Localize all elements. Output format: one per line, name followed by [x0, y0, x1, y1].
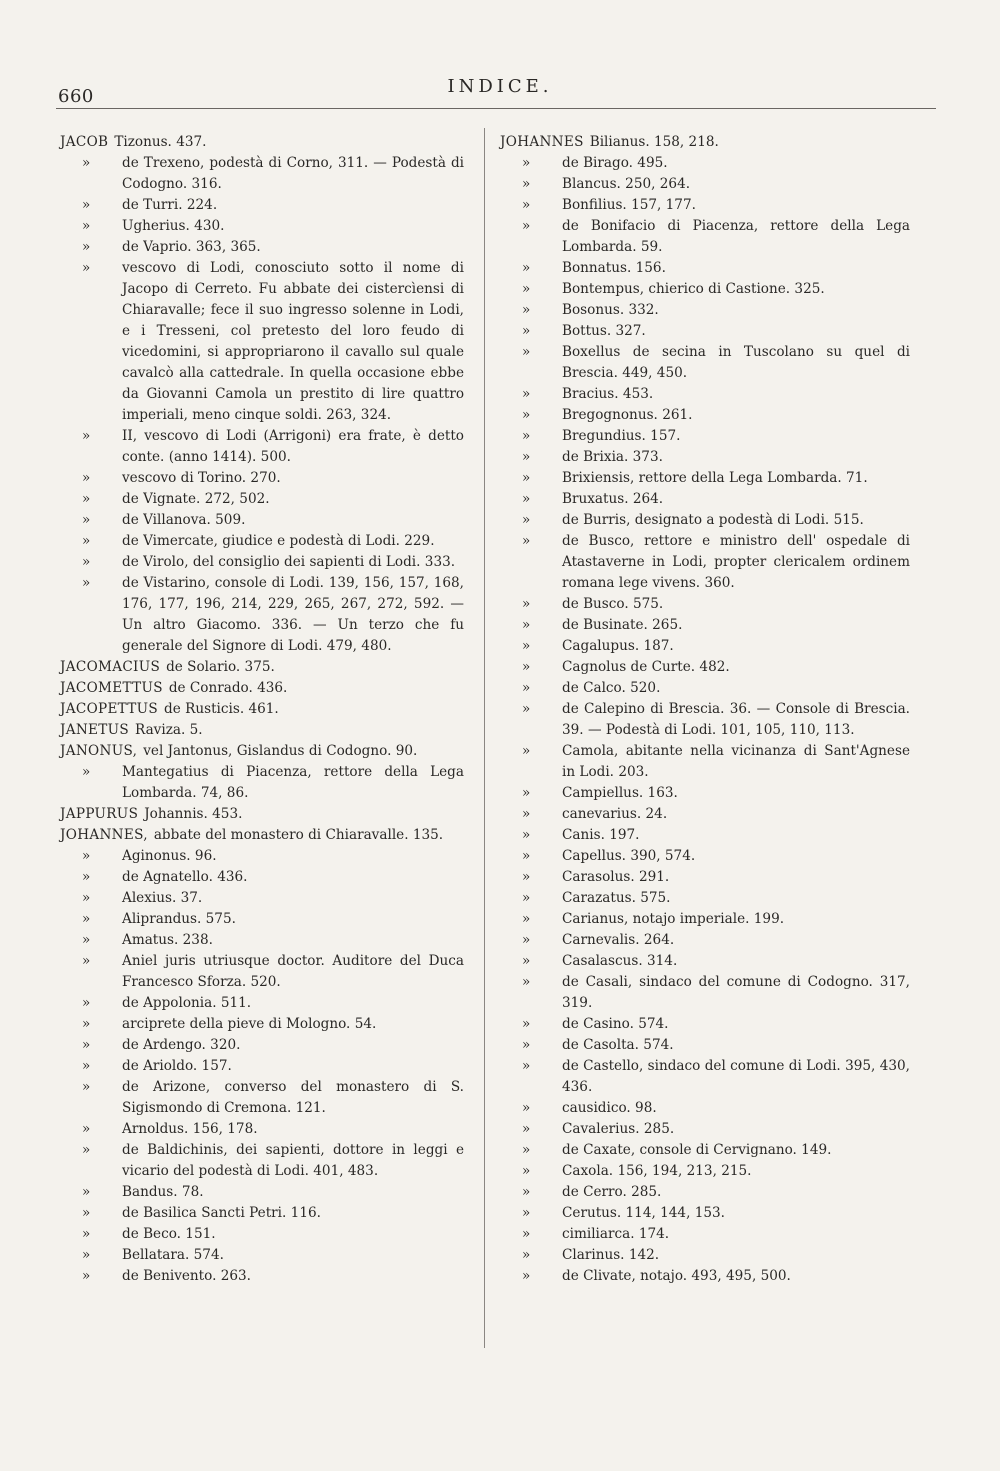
- ditto-mark: »: [522, 260, 531, 276]
- index-entry: [500, 1014, 910, 1035]
- entry-text: de Agnatello. 436.: [122, 869, 248, 885]
- index-entry: [60, 510, 464, 531]
- entry-text: de Castello, sindaco del comune di Lodi. 395, 430, 436.: [562, 1058, 910, 1095]
- index-entry: [500, 1203, 910, 1224]
- ditto-mark: »: [522, 680, 531, 696]
- ditto-mark: »: [522, 827, 531, 843]
- ditto-mark: »: [522, 743, 531, 759]
- ditto-mark: »: [82, 575, 91, 591]
- entry-name: JAPPURUS: [60, 806, 139, 822]
- index-entry: [60, 888, 464, 909]
- ditto-mark: »: [82, 764, 91, 780]
- header-rule: [56, 108, 936, 109]
- ditto-mark: »: [82, 533, 91, 549]
- entry-text: Alexius. 37.: [122, 890, 203, 906]
- ditto-mark: »: [522, 869, 531, 885]
- entry-text: Cerutus. 114, 144, 153.: [562, 1205, 725, 1221]
- entry-text: de Busco, rettore e ministro dell' ospedale di Atastaverne in Lodi, propter clericalem ordinem romana lege vivens. 360.: [562, 533, 910, 591]
- index-entry: [60, 930, 464, 951]
- ditto-mark: »: [522, 302, 531, 318]
- entry-text: Canis. 197.: [562, 827, 640, 843]
- entry-name: JACOMETTUS: [60, 680, 163, 696]
- ditto-mark: »: [82, 1121, 91, 1137]
- entry-text: de Rusticis. 461.: [164, 701, 279, 717]
- index-entry: [500, 153, 910, 174]
- entry-text: Bottus. 327.: [562, 323, 646, 339]
- entry-text: Carasolus. 291.: [562, 869, 670, 885]
- index-entry: [60, 951, 464, 993]
- ditto-mark: »: [82, 491, 91, 507]
- entry-text: Bruxatus. 264.: [562, 491, 664, 507]
- index-entry: [500, 468, 910, 489]
- ditto-mark: »: [522, 1163, 531, 1179]
- entry-text: Caxola. 156, 194, 213, 215.: [562, 1163, 752, 1179]
- entry-text: de Benivento. 263.: [122, 1268, 252, 1284]
- entry-text: Aliprandus. 575.: [122, 911, 236, 927]
- ditto-mark: »: [522, 1205, 531, 1221]
- entry-text: de Casolta. 574.: [562, 1037, 674, 1053]
- entry-text: Arnoldus. 156, 178.: [122, 1121, 258, 1137]
- index-entry: [500, 405, 910, 426]
- index-entry: [60, 153, 464, 195]
- ditto-mark: »: [522, 155, 531, 171]
- ditto-mark: »: [522, 932, 531, 948]
- ditto-mark: »: [522, 386, 531, 402]
- entry-text: Boxellus de secina in Tuscolano su quel di Brescia. 449, 450.: [562, 344, 910, 381]
- index-entry: [500, 804, 910, 825]
- ditto-mark: »: [522, 911, 531, 927]
- ditto-mark: »: [82, 995, 91, 1011]
- ditto-mark: »: [522, 638, 531, 654]
- entry-text: de Burris, designato a podestà di Lodi. 515.: [562, 512, 864, 528]
- index-entry: [500, 741, 910, 783]
- entry-text: II, vescovo di Lodi (Arrigoni) era frate, è detto conte. (anno 1414). 500.: [122, 428, 464, 465]
- ditto-mark: »: [522, 512, 531, 528]
- index-entry: [500, 300, 910, 321]
- index-entry: [500, 216, 910, 258]
- entry-text: vel Jantonus, Gislandus di Codogno. 90.: [143, 743, 418, 759]
- ditto-mark: »: [82, 1247, 91, 1263]
- ditto-mark: »: [82, 1205, 91, 1221]
- ditto-mark: »: [522, 974, 531, 990]
- entry-text: vescovo di Lodi, conosciuto sotto il nome di Jacopo di Cerreto. Fu abbate dei cistercìensi di Chiaravalle; fece il suo ingresso solenne in Lodi, e i Tresseni, col pretesto del loro feudo di vicedomini, si appropriarono il cavallo sul quale cavalcò alla cattedrale. In quella occasione ebbe da Giovanni Camola un prestito di lire quattro imperiali, meno cinque soldi. 263, 324.: [122, 260, 464, 423]
- index-entry: [60, 552, 464, 573]
- index-column-right: [500, 132, 910, 1287]
- index-entry: [500, 1224, 910, 1245]
- index-entry: [60, 909, 464, 930]
- entry-text: Tizonus. 437.: [114, 134, 207, 150]
- entry-text: Aniel juris utriusque doctor. Auditore del Duca Francesco Sforza. 520.: [122, 953, 464, 990]
- ditto-mark: »: [522, 344, 531, 360]
- ditto-mark: »: [522, 197, 531, 213]
- entry-text: de Conrado. 436.: [168, 680, 288, 696]
- entry-name: JOHANNES: [500, 134, 584, 150]
- ditto-mark: »: [82, 155, 91, 171]
- index-entry: [500, 594, 910, 615]
- entry-text: de Caxate, console di Cervignano. 149.: [562, 1142, 832, 1158]
- entry-text: de Vaprio. 363, 365.: [122, 239, 261, 255]
- entry-text: Ugherius. 430.: [122, 218, 225, 234]
- index-entry: [60, 1077, 464, 1119]
- entry-text: Bilianus. 158, 218.: [589, 134, 719, 150]
- entry-text: de Brixia. 373.: [562, 449, 663, 465]
- index-entry: [500, 510, 910, 531]
- index-entry: [500, 1119, 910, 1140]
- index-entry: [60, 804, 464, 825]
- entry-text: de Virolo, del consiglio dei sapienti di Lodi. 333.: [122, 554, 456, 570]
- entry-text: Raviza. 5.: [135, 722, 203, 738]
- ditto-mark: »: [82, 848, 91, 864]
- index-entry: [60, 426, 464, 468]
- index-entry: [60, 216, 464, 237]
- index-column-left: [60, 132, 464, 1287]
- index-entry: [500, 888, 910, 909]
- index-entry: [60, 531, 464, 552]
- ditto-mark: »: [522, 806, 531, 822]
- entry-text: Cagnolus de Curte. 482.: [562, 659, 730, 675]
- index-entry: [500, 1140, 910, 1161]
- entry-text: de Casali, sindaco del comune di Codogno. 317, 319.: [562, 974, 910, 1011]
- ditto-mark: »: [522, 1016, 531, 1032]
- entry-text: de Calco. 520.: [562, 680, 661, 696]
- index-entry: [60, 489, 464, 510]
- entry-text: canevarius. 24.: [562, 806, 668, 822]
- entry-name: JANONUS,: [60, 743, 138, 759]
- ditto-mark: »: [522, 1226, 531, 1242]
- ditto-mark: »: [82, 1268, 91, 1284]
- entry-text: de Beco. 151.: [122, 1226, 216, 1242]
- entry-text: Bregundius. 157.: [562, 428, 681, 444]
- entry-text: de Businate. 265.: [562, 617, 683, 633]
- entry-text: abbate del monastero di Chiaravalle. 135.: [153, 827, 444, 843]
- ditto-mark: »: [82, 932, 91, 948]
- index-entry: [500, 279, 910, 300]
- entry-text: Bonnatus. 156.: [562, 260, 666, 276]
- index-entry: [500, 195, 910, 216]
- index-entry: [60, 1140, 464, 1182]
- index-entry: [500, 447, 910, 468]
- ditto-mark: »: [522, 1268, 531, 1284]
- entry-text: de Calepino di Brescia. 36. — Console di Brescia. 39. — Podestà di Lodi. 101, 105, 110, 113.: [562, 701, 910, 738]
- index-entry: [500, 867, 910, 888]
- ditto-mark: »: [522, 533, 531, 549]
- entry-name: JACOPETTUS: [60, 701, 159, 717]
- index-entry: [500, 951, 910, 972]
- index-entry: [500, 699, 910, 741]
- ditto-mark: »: [522, 848, 531, 864]
- index-entry: [500, 1245, 910, 1266]
- entry-text: Blancus. 250, 264.: [562, 176, 691, 192]
- entry-name: JACOMACIUS: [60, 659, 161, 675]
- index-entry: [60, 132, 464, 153]
- entry-text: Campiellus. 163.: [562, 785, 678, 801]
- ditto-mark: »: [522, 428, 531, 444]
- entry-name: JOHANNES,: [60, 827, 148, 843]
- entry-text: Clarinus. 142.: [562, 1247, 660, 1263]
- index-entry: [60, 657, 464, 678]
- entry-text: Cavalerius. 285.: [562, 1121, 675, 1137]
- ditto-mark: »: [82, 1226, 91, 1242]
- entry-text: Johannis. 453.: [144, 806, 243, 822]
- ditto-mark: »: [522, 953, 531, 969]
- entry-text: de Turri. 224.: [122, 197, 218, 213]
- ditto-mark: »: [522, 470, 531, 486]
- ditto-mark: »: [522, 617, 531, 633]
- index-entry: [500, 384, 910, 405]
- entry-text: de Birago. 495.: [562, 155, 668, 171]
- index-entry: [500, 174, 910, 195]
- index-entry: [500, 426, 910, 447]
- index-entry: [500, 1056, 910, 1098]
- index-entry: [60, 1119, 464, 1140]
- ditto-mark: »: [82, 197, 91, 213]
- index-entry: [500, 321, 910, 342]
- ditto-mark: »: [522, 785, 531, 801]
- index-entry: [500, 531, 910, 594]
- ditto-mark: »: [522, 1121, 531, 1137]
- ditto-mark: »: [82, 869, 91, 885]
- ditto-mark: »: [522, 1142, 531, 1158]
- index-entry: [60, 993, 464, 1014]
- index-entry: [60, 573, 464, 657]
- ditto-mark: »: [522, 449, 531, 465]
- entry-text: arciprete della pieve di Mologno. 54.: [122, 1016, 377, 1032]
- ditto-mark: »: [82, 953, 91, 969]
- entry-text: de Villanova. 509.: [122, 512, 246, 528]
- ditto-mark: »: [522, 491, 531, 507]
- index-entry: [500, 1098, 910, 1119]
- index-entry: [60, 258, 464, 426]
- entry-text: Aginonus. 96.: [122, 848, 217, 864]
- entry-text: de Bonifacio di Piacenza, rettore della Lega Lombarda. 59.: [562, 218, 910, 255]
- entry-text: de Cerro. 285.: [562, 1184, 662, 1200]
- ditto-mark: »: [82, 239, 91, 255]
- entry-text: Capellus. 390, 574.: [562, 848, 696, 864]
- index-entry: [500, 783, 910, 804]
- ditto-mark: »: [522, 176, 531, 192]
- entry-text: cimiliarca. 174.: [562, 1226, 670, 1242]
- entry-text: Camola, abitante nella vicinanza di Sant'Agnese in Lodi. 203.: [562, 743, 910, 780]
- ditto-mark: »: [82, 1016, 91, 1032]
- ditto-mark: »: [522, 407, 531, 423]
- index-entry: [500, 1182, 910, 1203]
- index-entry: [60, 1203, 464, 1224]
- index-entry: [500, 1161, 910, 1182]
- index-entry: [500, 846, 910, 867]
- entry-text: Bellatara. 574.: [122, 1247, 224, 1263]
- entry-text: de Clivate, notajo. 493, 495, 500.: [562, 1268, 791, 1284]
- index-entry: [60, 825, 464, 846]
- index-entry: [60, 1056, 464, 1077]
- index-entry: [60, 468, 464, 489]
- entry-text: de Casino. 574.: [562, 1016, 669, 1032]
- entry-text: Bonfilius. 157, 177.: [562, 197, 696, 213]
- entry-text: Carnevalis. 264.: [562, 932, 675, 948]
- entry-text: de Solario. 375.: [166, 659, 275, 675]
- entry-text: Bontempus, chierico di Castione. 325.: [562, 281, 825, 297]
- index-entry: [60, 867, 464, 888]
- entry-text: Amatus. 238.: [122, 932, 213, 948]
- ditto-mark: »: [82, 260, 91, 276]
- index-entry: [500, 132, 910, 153]
- ditto-mark: »: [82, 554, 91, 570]
- ditto-mark: »: [82, 1184, 91, 1200]
- index-entry: [500, 657, 910, 678]
- entry-text: vescovo di Torino. 270.: [122, 470, 281, 486]
- ditto-mark: »: [82, 1037, 91, 1053]
- entry-text: Bregognonus. 261.: [562, 407, 693, 423]
- index-entry: [60, 678, 464, 699]
- index-entry: [500, 972, 910, 1014]
- ditto-mark: »: [82, 218, 91, 234]
- index-entry: [60, 1245, 464, 1266]
- entry-text: de Trexeno, podestà di Corno, 311. — Podestà di Codogno. 316.: [122, 155, 464, 192]
- ditto-mark: »: [82, 1142, 91, 1158]
- ditto-mark: »: [522, 1037, 531, 1053]
- entry-text: de Arioldo. 157.: [122, 1058, 232, 1074]
- index-entry: [60, 1266, 464, 1287]
- index-entry: [500, 1266, 910, 1287]
- index-entry: [60, 1224, 464, 1245]
- entry-name: JACOB: [60, 134, 109, 150]
- entry-text: de Busco. 575.: [562, 596, 664, 612]
- ditto-mark: »: [522, 659, 531, 675]
- ditto-mark: »: [82, 470, 91, 486]
- entry-text: Cagalupus. 187.: [562, 638, 674, 654]
- entry-text: de Vignate. 272, 502.: [122, 491, 270, 507]
- entry-text: Bosonus. 332.: [562, 302, 659, 318]
- index-entry: [60, 1182, 464, 1203]
- column-divider: [484, 128, 485, 1348]
- index-entry: [60, 720, 464, 741]
- page-title: INDICE.: [447, 76, 553, 97]
- ditto-mark: »: [522, 1100, 531, 1116]
- index-entry: [500, 930, 910, 951]
- entry-text: Casalascus. 314.: [562, 953, 678, 969]
- entry-text: Carianus, notajo imperiale. 199.: [562, 911, 785, 927]
- index-entry: [60, 1014, 464, 1035]
- index-entry: [60, 846, 464, 867]
- entry-text: de Vistarino, console di Lodi. 139, 156, 157, 168, 176, 177, 196, 214, 229, 265, 267, 272, 592. — Un altro Giacomo. 336. — Un terzo che fu generale del Signore di Lodi. 479, 480.: [122, 575, 464, 654]
- ditto-mark: »: [522, 1058, 531, 1074]
- index-entry: [60, 195, 464, 216]
- index-entry: [500, 678, 910, 699]
- index-entry: [60, 762, 464, 804]
- ditto-mark: »: [522, 218, 531, 234]
- entry-text: de Basilica Sancti Petri. 116.: [122, 1205, 321, 1221]
- ditto-mark: »: [522, 281, 531, 297]
- ditto-mark: »: [82, 428, 91, 444]
- index-entry: [500, 489, 910, 510]
- entry-text: de Ardengo. 320.: [122, 1037, 241, 1053]
- index-entry: [500, 909, 910, 930]
- index-entry: [500, 258, 910, 279]
- index-entry: [500, 1035, 910, 1056]
- ditto-mark: »: [522, 1247, 531, 1263]
- index-entry: [60, 741, 464, 762]
- index-entry: [500, 825, 910, 846]
- entry-text: Bandus. 78.: [122, 1184, 204, 1200]
- ditto-mark: »: [82, 1058, 91, 1074]
- entry-text: de Baldichinis, dei sapienti, dottore in leggi e vicario del podestà di Lodi. 401, 483.: [122, 1142, 464, 1179]
- entry-text: causidico. 98.: [562, 1100, 657, 1116]
- ditto-mark: »: [82, 1079, 91, 1095]
- ditto-mark: »: [522, 1184, 531, 1200]
- ditto-mark: »: [82, 512, 91, 528]
- entry-text: Bracius. 453.: [562, 386, 654, 402]
- entry-text: Carazatus. 575.: [562, 890, 671, 906]
- ditto-mark: »: [522, 890, 531, 906]
- index-entry: [60, 237, 464, 258]
- ditto-mark: »: [82, 890, 91, 906]
- ditto-mark: »: [522, 323, 531, 339]
- ditto-mark: »: [522, 596, 531, 612]
- index-entry: [60, 1035, 464, 1056]
- entry-text: de Appolonia. 511.: [122, 995, 252, 1011]
- index-entry: [500, 615, 910, 636]
- entry-text: de Arizone, converso del monastero di S. Sigismondo di Cremona. 121.: [122, 1079, 464, 1116]
- ditto-mark: »: [522, 701, 531, 717]
- index-entry: [500, 636, 910, 657]
- page-number: 660: [58, 86, 94, 107]
- index-entry: [60, 699, 464, 720]
- entry-text: Mantegatius di Piacenza, rettore della Lega Lombarda. 74, 86.: [122, 764, 464, 801]
- entry-name: JANETUS: [60, 722, 130, 738]
- entry-text: de Vimercate, giudice e podestà di Lodi. 229.: [122, 533, 435, 549]
- index-entry: [500, 342, 910, 384]
- ditto-mark: »: [82, 911, 91, 927]
- entry-text: Brixiensis, rettore della Lega Lombarda. 71.: [562, 470, 868, 486]
